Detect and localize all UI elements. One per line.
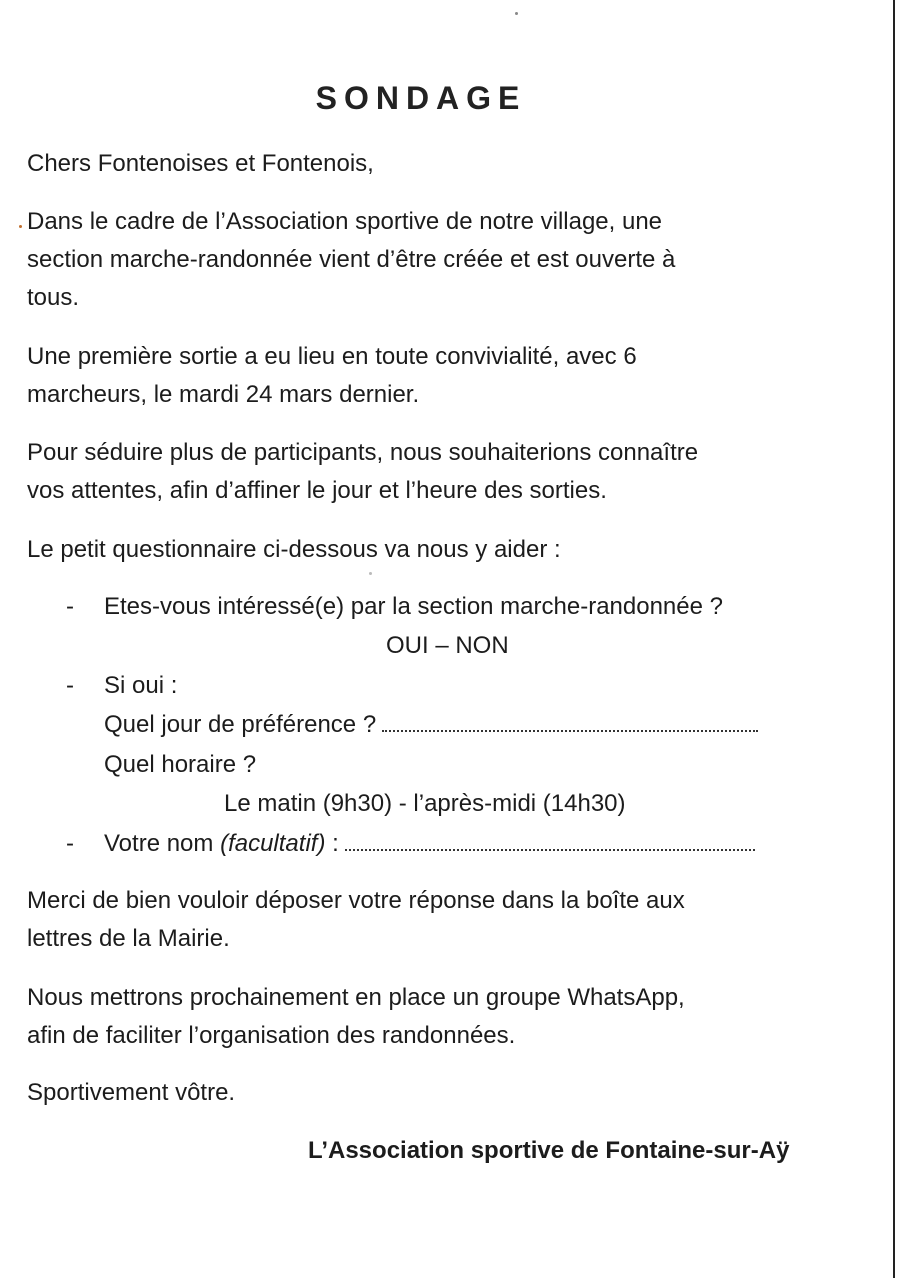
if-yes-label: Si oui : — [104, 672, 178, 699]
day-answer-field[interactable] — [382, 710, 758, 732]
appeal-paragraph — [27, 434, 827, 510]
list-dash: - — [66, 830, 74, 857]
thanks-line: Merci de bien vouloir déposer votre réponse dans la boîte aux — [27, 887, 685, 914]
closing-text: Sportivement vôtre. — [27, 1079, 236, 1106]
scan-speck — [515, 12, 518, 15]
page-title: SONDAGE — [315, 80, 527, 116]
intro-line: section marche-randonnée vient d’être créée et est ouverte à — [27, 246, 676, 273]
time-options[interactable]: Le matin (9h30) - l’après-midi (14h30) — [224, 790, 626, 817]
intro-line: Dans le cadre de l’Association sportive de notre village, une — [27, 208, 663, 235]
first-outing-paragraph — [27, 338, 827, 414]
greeting-text: Chers Fontenoises et Fontenois, — [27, 150, 374, 177]
list-dash: - — [66, 672, 74, 699]
name-question-row — [104, 825, 755, 863]
first-outing-line: marcheurs, le mardi 24 mars dernier. — [27, 381, 420, 408]
first-outing-line: Une première sortie a eu lieu en toute convivialité, avec 6 — [27, 343, 637, 370]
name-colon: : — [325, 830, 339, 857]
whatsapp-line: afin de faciliter l’organisation des randonnées. — [27, 1022, 516, 1049]
day-question-row — [104, 706, 758, 744]
thanks-paragraph — [27, 882, 827, 958]
appeal-line: vos attentes, afin d’affiner le jour et l’heure des sorties. — [27, 477, 607, 504]
thanks-line: lettres de la Mairie. — [27, 925, 230, 952]
scan-speck — [369, 572, 372, 575]
interest-answers[interactable]: OUI – NON — [386, 632, 509, 659]
name-label: Votre nom — [104, 830, 214, 857]
whatsapp-paragraph — [27, 979, 827, 1055]
intro-line: tous. — [27, 284, 80, 311]
signature: L’Association sportive de Fontaine-sur-Aÿ — [308, 1137, 790, 1164]
time-question: Quel horaire ? — [104, 751, 257, 778]
closing — [27, 1074, 827, 1112]
scan-speck — [19, 225, 22, 228]
questionnaire-intro-text: Le petit questionnaire ci-dessous va nous y aider : — [27, 536, 561, 563]
intro-paragraph — [27, 203, 827, 317]
day-question: Quel jour de préférence ? — [104, 711, 377, 738]
appeal-line: Pour séduire plus de participants, nous souhaiterions connaître — [27, 439, 699, 466]
name-answer-field[interactable] — [345, 829, 755, 851]
questionnaire-intro — [27, 531, 827, 569]
name-optional-label: (facultatif) — [220, 830, 326, 857]
greeting — [27, 145, 827, 183]
whatsapp-line: Nous mettrons prochainement en place un groupe WhatsApp, — [27, 984, 685, 1011]
scan-edge-line — [893, 0, 895, 1278]
interest-question: Etes-vous intéressé(e) par la section marche-randonnée ? — [104, 593, 723, 620]
list-dash: - — [66, 593, 74, 620]
